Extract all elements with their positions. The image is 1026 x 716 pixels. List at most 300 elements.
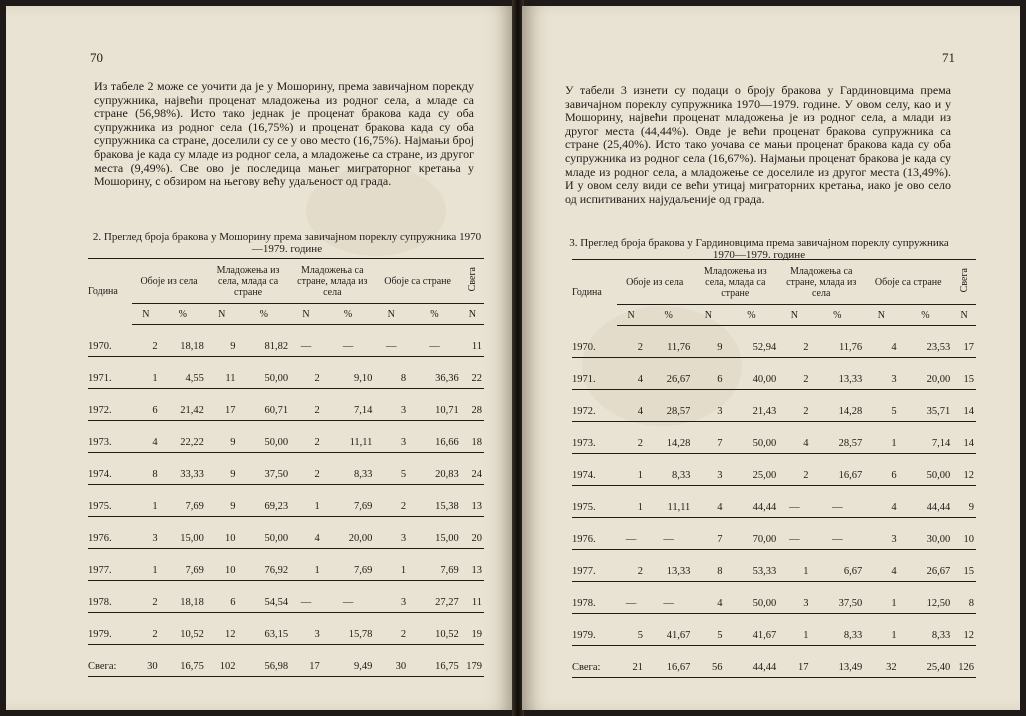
value-cell: 4 — [864, 494, 898, 518]
value-cell: 18,18 — [160, 333, 206, 357]
value-cell: 6 — [692, 366, 724, 390]
row-spacer — [88, 389, 484, 398]
value-cell: 56,98 — [238, 653, 291, 677]
value-cell: 2 — [132, 589, 159, 613]
value-cell: 13,33 — [810, 366, 864, 390]
value-cell: 3 — [290, 621, 322, 645]
table-row — [572, 622, 976, 646]
value-cell: 3 — [374, 397, 408, 421]
value-cell: 3 — [778, 590, 810, 614]
value-cell: 63,15 — [238, 621, 291, 645]
row-spacer-cell — [572, 614, 976, 623]
value-cell: 3 — [864, 366, 898, 390]
row-spacer-cell — [88, 549, 484, 558]
value-cell: 28,57 — [810, 430, 864, 454]
value-cell: 1 — [778, 558, 810, 582]
row-spacer-cell — [572, 454, 976, 463]
body-paragraph: У табели 3 изнети су подаци о броју бракова у Гардиновцима према завичајном пореклу супружника 1970—1979. године. У овом селу, као и у Мошорину, највећи проценат младожења је из родног села, а млади из другог места (44,44%). Овде је већи проценат бракова супружника са стране (25,40%). Исто тако уочава се мањи проценат бракова када су оба супружника из родног села (16,67%). Најмањи проценат бракова је када су младе из родног села, а младожење се доселиле из другог места (13,49%). И у овом селу види се већи утицај миграторних кретања, иако је ово село од испитиваних најудаљеније од града. — [565, 83, 951, 206]
value-cell: 2 — [374, 493, 408, 517]
value-cell: 7,69 — [408, 557, 461, 581]
table-row — [572, 526, 976, 550]
value-cell: 30 — [132, 653, 159, 677]
value-cell: 4 — [692, 590, 724, 614]
right-page — [522, 6, 1020, 710]
value-cell: 2 — [617, 334, 645, 358]
subheader-cell: N — [132, 304, 159, 325]
value-cell: 17 — [952, 334, 976, 358]
value-cell: 12 — [952, 462, 976, 486]
value-cell: 3 — [132, 525, 159, 549]
subheader-cell: % — [645, 305, 692, 326]
value-cell: 35,71 — [899, 398, 953, 422]
row-spacer — [88, 549, 484, 558]
table-row — [88, 589, 484, 613]
value-cell: 14,28 — [645, 430, 692, 454]
value-cell: 6 — [132, 397, 159, 421]
year-cell: 1971. — [572, 366, 617, 390]
value-cell: 21,43 — [725, 398, 779, 422]
value-cell: 4 — [617, 366, 645, 390]
group-header: Младожења са стране, млада из села — [290, 259, 374, 304]
value-cell: 2 — [617, 558, 645, 582]
value-cell: 15 — [952, 366, 976, 390]
value-cell: 10 — [206, 525, 238, 549]
value-cell: 11,76 — [810, 334, 864, 358]
value-cell: 179 — [461, 653, 484, 677]
value-cell: 7 — [692, 430, 724, 454]
value-cell: 102 — [206, 653, 238, 677]
value-cell: 16,66 — [408, 429, 461, 453]
value-cell: 21,42 — [160, 397, 206, 421]
row-spacer-cell — [572, 358, 976, 367]
row-spacer-cell — [572, 550, 976, 559]
row-spacer — [572, 518, 976, 527]
row-spacer-cell — [572, 422, 976, 431]
value-cell: 10 — [952, 526, 976, 550]
value-cell: 2 — [778, 334, 810, 358]
value-cell: 2 — [778, 462, 810, 486]
total-row — [88, 653, 484, 677]
value-cell: 2 — [290, 365, 322, 389]
value-cell: 2 — [778, 398, 810, 422]
row-spacer-cell — [88, 517, 484, 526]
year-header: Година — [88, 259, 132, 325]
total-header-label: Свега — [958, 268, 970, 293]
value-cell: 44,44 — [725, 654, 779, 678]
subheader-cell: N — [952, 305, 976, 326]
row-spacer-cell — [88, 357, 484, 366]
table-row — [572, 590, 976, 614]
value-cell: 44,44 — [899, 494, 953, 518]
row-spacer-cell — [88, 485, 484, 494]
value-cell: 26,67 — [899, 558, 953, 582]
value-cell: 17 — [206, 397, 238, 421]
value-cell: 8 — [132, 461, 159, 485]
value-cell: 7,69 — [322, 493, 375, 517]
value-cell: 7,14 — [899, 430, 953, 454]
value-cell: 37,50 — [810, 590, 864, 614]
table-row — [572, 398, 976, 422]
row-spacer-cell — [572, 486, 976, 495]
year-cell: Свега: — [572, 654, 617, 678]
row-spacer-cell — [572, 326, 976, 335]
table-row — [88, 397, 484, 421]
subheader-cell: % — [725, 305, 779, 326]
year-cell: 1975. — [572, 494, 617, 518]
subheader-cell: % — [238, 304, 291, 325]
value-cell: 54,54 — [238, 589, 291, 613]
value-cell: 4 — [692, 494, 724, 518]
row-spacer-cell — [88, 581, 484, 590]
value-cell: 9,49 — [322, 653, 375, 677]
value-cell: 81,82 — [238, 333, 291, 357]
value-cell: 8,33 — [645, 462, 692, 486]
table-row — [572, 462, 976, 486]
table-caption: 2. Преглед броја бракова у Мошорину према завичајном пореклу супружника 1970—1979. године — [92, 231, 482, 255]
year-cell: 1970. — [572, 334, 617, 358]
value-cell: 1 — [374, 557, 408, 581]
row-spacer — [572, 614, 976, 623]
value-cell: 5 — [374, 461, 408, 485]
value-cell: 4 — [617, 398, 645, 422]
value-cell: 50,00 — [238, 365, 291, 389]
table-row — [88, 429, 484, 453]
value-cell: 50,00 — [238, 429, 291, 453]
value-cell: 32 — [864, 654, 898, 678]
value-cell: 14 — [952, 430, 976, 454]
value-cell: 50,00 — [725, 590, 779, 614]
row-spacer — [88, 645, 484, 654]
value-cell: 33,33 — [160, 461, 206, 485]
value-cell: 7,69 — [160, 493, 206, 517]
value-cell: 9 — [952, 494, 976, 518]
value-cell: 10,52 — [408, 621, 461, 645]
row-spacer — [88, 613, 484, 622]
value-cell: — — [408, 333, 461, 357]
value-cell: 53,33 — [725, 558, 779, 582]
value-cell: 8,33 — [899, 622, 953, 646]
value-cell: — — [322, 589, 375, 613]
subheader-cell: N — [290, 304, 322, 325]
row-spacer-cell — [88, 613, 484, 622]
value-cell: 4 — [778, 430, 810, 454]
value-cell: 27,27 — [408, 589, 461, 613]
value-cell: 6 — [206, 589, 238, 613]
row-spacer — [572, 390, 976, 399]
year-cell: 1978. — [572, 590, 617, 614]
value-cell: 30 — [374, 653, 408, 677]
value-cell: 1 — [132, 557, 159, 581]
value-cell: 1 — [617, 494, 645, 518]
table-row — [572, 334, 976, 358]
group-header: Обоје из села — [132, 259, 206, 304]
data-table — [88, 258, 484, 677]
value-cell: 13 — [461, 557, 484, 581]
value-cell: 44,44 — [725, 494, 779, 518]
value-cell: 56 — [692, 654, 724, 678]
table-row — [572, 494, 976, 518]
row-spacer — [88, 421, 484, 430]
table-row — [88, 333, 484, 357]
year-cell: 1975. — [88, 493, 132, 517]
value-cell: 52,94 — [725, 334, 779, 358]
year-cell: 1976. — [88, 525, 132, 549]
value-cell: 2 — [132, 621, 159, 645]
value-cell: 22,22 — [160, 429, 206, 453]
value-cell: — — [374, 333, 408, 357]
value-cell: — — [617, 590, 645, 614]
value-cell: 13,49 — [810, 654, 864, 678]
value-cell: 16,67 — [810, 462, 864, 486]
value-cell: 16,75 — [408, 653, 461, 677]
year-cell: 1979. — [572, 622, 617, 646]
value-cell: 12 — [206, 621, 238, 645]
group-header: Младожења са стране, млада из села — [778, 260, 864, 305]
total-header-label: Свега — [466, 267, 478, 292]
value-cell: 20,00 — [322, 525, 375, 549]
value-cell: 20,83 — [408, 461, 461, 485]
value-cell: — — [290, 333, 322, 357]
subheader-cell: N — [461, 304, 484, 325]
year-header: Година — [572, 260, 617, 326]
value-cell: 1 — [778, 622, 810, 646]
table-row — [572, 430, 976, 454]
value-cell: 8 — [952, 590, 976, 614]
row-spacer — [88, 453, 484, 462]
year-cell: 1977. — [88, 557, 132, 581]
value-cell: 22 — [461, 365, 484, 389]
value-cell: 41,67 — [725, 622, 779, 646]
subheader-cell: % — [408, 304, 461, 325]
value-cell: 15,00 — [160, 525, 206, 549]
value-cell: 15,78 — [322, 621, 375, 645]
subheader-cell: % — [810, 305, 864, 326]
value-cell: 3 — [692, 462, 724, 486]
value-cell: 7,69 — [322, 557, 375, 581]
row-spacer — [572, 326, 976, 335]
data-table — [572, 259, 976, 678]
value-cell: 13 — [461, 493, 484, 517]
value-cell: 17 — [290, 653, 322, 677]
value-cell: 1 — [132, 365, 159, 389]
value-cell: 14,28 — [810, 398, 864, 422]
value-cell: 2 — [290, 429, 322, 453]
value-cell: 9 — [206, 493, 238, 517]
value-cell: 60,71 — [238, 397, 291, 421]
left-page — [6, 6, 514, 710]
value-cell: 69,23 — [238, 493, 291, 517]
value-cell: 16,75 — [160, 653, 206, 677]
value-cell: 70,00 — [725, 526, 779, 550]
value-cell: 6,67 — [810, 558, 864, 582]
value-cell: 20,00 — [899, 366, 953, 390]
value-cell: 1 — [864, 430, 898, 454]
value-cell: 20 — [461, 525, 484, 549]
row-spacer-cell — [572, 646, 976, 655]
value-cell: 37,50 — [238, 461, 291, 485]
row-spacer — [572, 550, 976, 559]
year-cell: 1973. — [572, 430, 617, 454]
value-cell: 8 — [692, 558, 724, 582]
subheader-cell: N — [374, 304, 408, 325]
value-cell: 11,11 — [645, 494, 692, 518]
value-cell: 14 — [952, 398, 976, 422]
row-spacer-cell — [88, 645, 484, 654]
subheader-cell: % — [322, 304, 375, 325]
year-cell: 1974. — [88, 461, 132, 485]
value-cell: 10,52 — [160, 621, 206, 645]
group-header: Обоје са стране — [374, 259, 460, 304]
group-header: Обоје са стране — [864, 260, 952, 305]
value-cell: 126 — [952, 654, 976, 678]
row-spacer — [572, 422, 976, 431]
table-row — [88, 493, 484, 517]
value-cell: 11 — [206, 365, 238, 389]
value-cell: 5 — [692, 622, 724, 646]
value-cell: — — [810, 494, 864, 518]
value-cell: 25,40 — [899, 654, 953, 678]
year-cell: 1972. — [88, 397, 132, 421]
row-spacer — [572, 358, 976, 367]
value-cell: 24 — [461, 461, 484, 485]
value-cell: 7 — [692, 526, 724, 550]
value-cell: 3 — [374, 589, 408, 613]
value-cell: 11,11 — [322, 429, 375, 453]
value-cell: 2 — [778, 366, 810, 390]
value-cell: 11,76 — [645, 334, 692, 358]
year-cell: 1977. — [572, 558, 617, 582]
value-cell: 40,00 — [725, 366, 779, 390]
value-cell: 2 — [374, 621, 408, 645]
value-cell: — — [778, 526, 810, 550]
value-cell: — — [810, 526, 864, 550]
value-cell: 6 — [864, 462, 898, 486]
value-cell: 8 — [374, 365, 408, 389]
table-row — [88, 621, 484, 645]
row-spacer — [572, 582, 976, 591]
value-cell: 3 — [374, 525, 408, 549]
table-row — [88, 525, 484, 549]
table-body — [572, 326, 976, 678]
value-cell: 1 — [132, 493, 159, 517]
page-number: 70 — [90, 50, 103, 65]
value-cell: 8,33 — [322, 461, 375, 485]
table-body — [88, 325, 484, 677]
year-cell: 1974. — [572, 462, 617, 486]
row-spacer — [572, 454, 976, 463]
value-cell: 15,38 — [408, 493, 461, 517]
value-cell: 4,55 — [160, 365, 206, 389]
value-cell: 4 — [132, 429, 159, 453]
total-row — [572, 654, 976, 678]
row-spacer — [88, 517, 484, 526]
table-row — [572, 366, 976, 390]
subheader-cell: N — [617, 305, 645, 326]
value-cell: 13,33 — [645, 558, 692, 582]
value-cell: 18,18 — [160, 589, 206, 613]
value-cell: — — [290, 589, 322, 613]
year-cell: 1976. — [572, 526, 617, 550]
value-cell: 26,67 — [645, 366, 692, 390]
value-cell: 41,67 — [645, 622, 692, 646]
total-header — [461, 259, 484, 304]
value-cell: 5 — [617, 622, 645, 646]
value-cell: 3 — [864, 526, 898, 550]
value-cell: 50,00 — [725, 430, 779, 454]
subheader-row — [572, 305, 976, 326]
year-cell: Свега: — [88, 653, 132, 677]
row-spacer — [572, 646, 976, 655]
table-row — [572, 558, 976, 582]
row-spacer-cell — [572, 390, 976, 399]
table-row — [88, 461, 484, 485]
total-header — [952, 260, 976, 305]
value-cell: 15,00 — [408, 525, 461, 549]
subheader-row — [88, 304, 484, 325]
year-cell: 1979. — [88, 621, 132, 645]
row-spacer-cell — [572, 518, 976, 527]
year-cell: 1972. — [572, 398, 617, 422]
value-cell: 3 — [692, 398, 724, 422]
value-cell: — — [617, 526, 645, 550]
row-spacer-cell — [88, 325, 484, 334]
table-row — [88, 365, 484, 389]
value-cell: 12 — [952, 622, 976, 646]
value-cell: 1 — [617, 462, 645, 486]
row-spacer-cell — [88, 421, 484, 430]
subheader-cell: % — [160, 304, 206, 325]
row-spacer-cell — [88, 453, 484, 462]
value-cell: 28,57 — [645, 398, 692, 422]
row-spacer — [88, 581, 484, 590]
value-cell: 21 — [617, 654, 645, 678]
value-cell: 19 — [461, 621, 484, 645]
row-spacer — [572, 486, 976, 495]
value-cell: 28 — [461, 397, 484, 421]
year-cell: 1978. — [88, 589, 132, 613]
row-spacer — [88, 325, 484, 334]
value-cell: 9 — [206, 429, 238, 453]
value-cell: 50,00 — [899, 462, 953, 486]
value-cell: 11 — [461, 333, 484, 357]
value-cell: 10,71 — [408, 397, 461, 421]
row-spacer-cell — [572, 582, 976, 591]
value-cell: 4 — [290, 525, 322, 549]
value-cell: 12,50 — [899, 590, 953, 614]
value-cell: 1 — [290, 493, 322, 517]
year-cell: 1973. — [88, 429, 132, 453]
value-cell: 1 — [864, 622, 898, 646]
value-cell: 3 — [374, 429, 408, 453]
value-cell: 23,53 — [899, 334, 953, 358]
group-header: Обоје из села — [617, 260, 692, 305]
body-paragraph: Из табеле 2 може се уочити да је у Мошорину, према завичајном порекду супружника, највећи проценат младожења из родног села, а младе са стране (56,98%). Исто тако једнак је проценат бракова када су оба супружника из родног села (16,75%) и проценат бракова када су оба супружника са стране, доселили су се у ово место (16,75%). Најмањи број бракова је када су младе из родног села, а младожење са стране, из другог места (9,49%). Све ово је последица мањег миграторног кретања у Мошорину, с обзиром на његову већу удаљеност од града. — [94, 79, 474, 189]
value-cell: 50,00 — [238, 525, 291, 549]
value-cell: 5 — [864, 398, 898, 422]
value-cell: 16,67 — [645, 654, 692, 678]
value-cell: 4 — [864, 334, 898, 358]
value-cell: 11 — [461, 589, 484, 613]
page-number: 71 — [942, 50, 955, 65]
value-cell: 1 — [290, 557, 322, 581]
value-cell: 8,33 — [810, 622, 864, 646]
row-spacer — [88, 485, 484, 494]
value-cell: 2 — [290, 397, 322, 421]
value-cell: 2 — [290, 461, 322, 485]
subheader-cell: N — [778, 305, 810, 326]
value-cell: 15 — [952, 558, 976, 582]
value-cell: 18 — [461, 429, 484, 453]
